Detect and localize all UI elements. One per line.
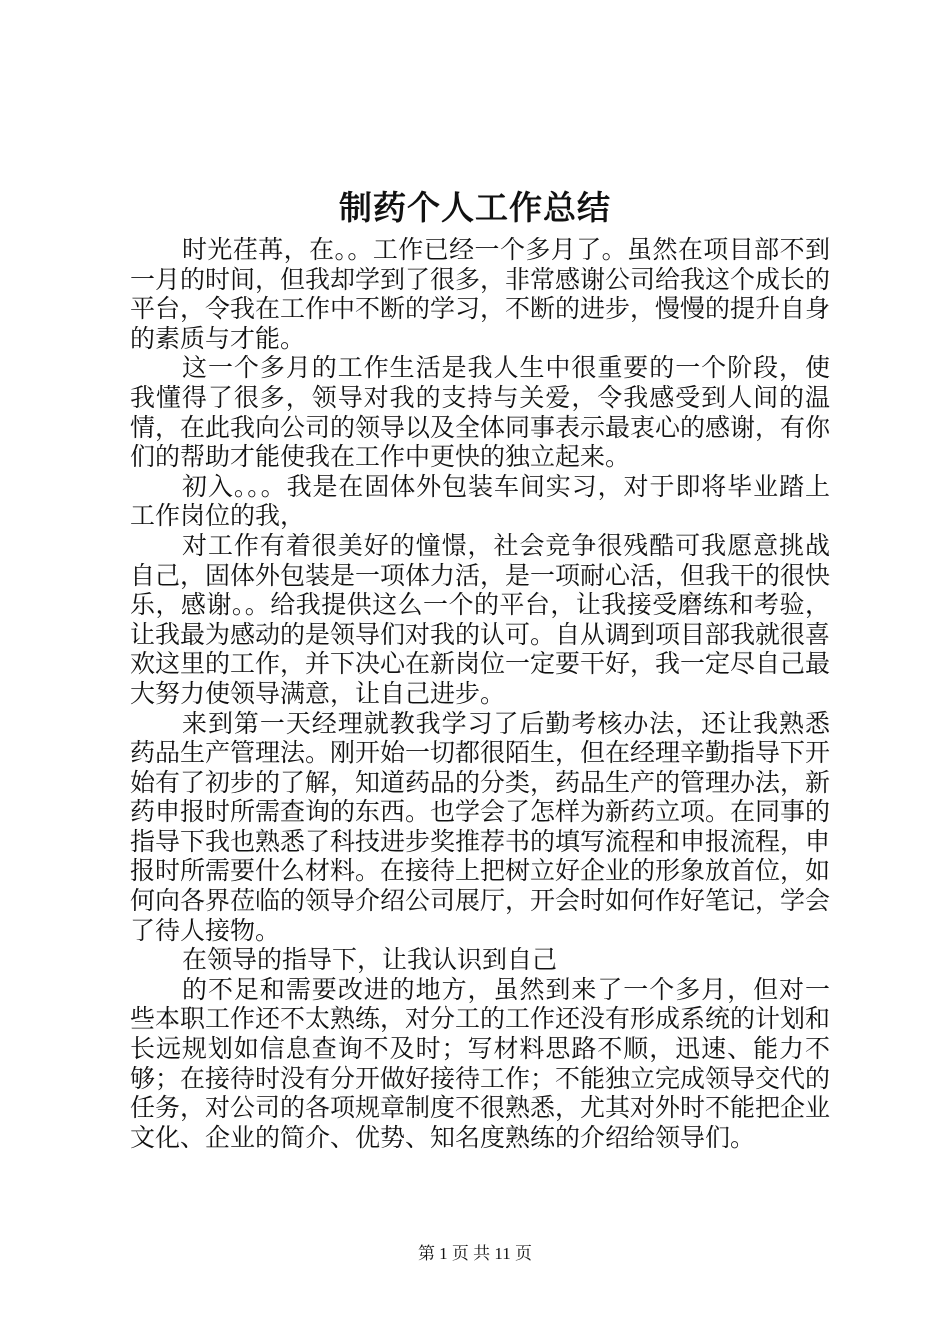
- paragraph-6: 在领导的指导下，让我认识到自己: [182, 945, 558, 975]
- paragraph-7: 的不足和需要改进的地方，虽然到来了一个多月，但对一些本职工作还不太熟练，对分工的工作还没有形成系统的计划和长远规划如信息查询不及时；写材料思路不顺，迅速、能力不够；在接待时没有分开做好接待工作；不能独立完成领导交代的任务，对公司的各项规章制度不很熟悉，尤其对外时不能把企业文化、企业的简介、优势、知名度熟练的介绍给领导们。: [130, 974, 831, 1152]
- paragraph-5: 来到第一天经理就教我学习了后勤考核办法，还让我熟悉药品生产管理法。刚开始一切都很陌生，但在经理辛勤指导下开始有了初步的了解，知道药品的分类，药品生产的管理办法，新药申报时所需查询的东西。也学会了怎样为新药立项。在同事的指导下我也熟悉了科技进步奖推荐书的填写流程和申报流程，申报时所需要什么材料。在接待上把树立好企业的形象放首位，如何向各界莅临的领导介绍公司展厅，开会时如何作好笔记，学会了待人接物。: [130, 708, 831, 945]
- paragraph-1: 时光荏苒，在。。工作已经一个多月了。虽然在项目部不到一月的时间，但我却学到了很多，非常感谢公司给我这个成长的平台，令我在工作中不断的学习，不断的进步，慢慢的提升自身的素质与才能。: [130, 235, 831, 353]
- document-title: 制药个人工作总结: [339, 188, 611, 227]
- page-number-footer: 第 1 页 共 11 页: [417, 1244, 533, 1263]
- document-body: [130, 235, 830, 1152]
- paragraph-3: 初入。。。我是在固体外包装车间实习，对于即将毕业踏上工作岗位的我，: [130, 471, 830, 531]
- paragraph-2: 这一个多月的工作生活是我人生中很重要的一个阶段，使我懂得了很多，领导对我的支持与关爱，令我感受到人间的温情，在此我向公司的领导以及全体同事表示最衷心的感谢，有你们的帮助才能使我在工作中更快的独立起来。: [130, 353, 831, 472]
- paragraph-4: 对工作有着很美好的憧憬，社会竞争很残酷可我愿意挑战自己，固体外包装是一项体力活，是一项耐心活，但我干的很快乐，感谢。。给我提供这么一个的平台，让我接受磨练和考验，让我最为感动的是领导们对我的认可。自从调到项目部我就很喜欢这里的工作，并下决心在新岗位一定要干好，我一定尽自己最大努力使领导满意，让自己进步。: [130, 530, 831, 708]
